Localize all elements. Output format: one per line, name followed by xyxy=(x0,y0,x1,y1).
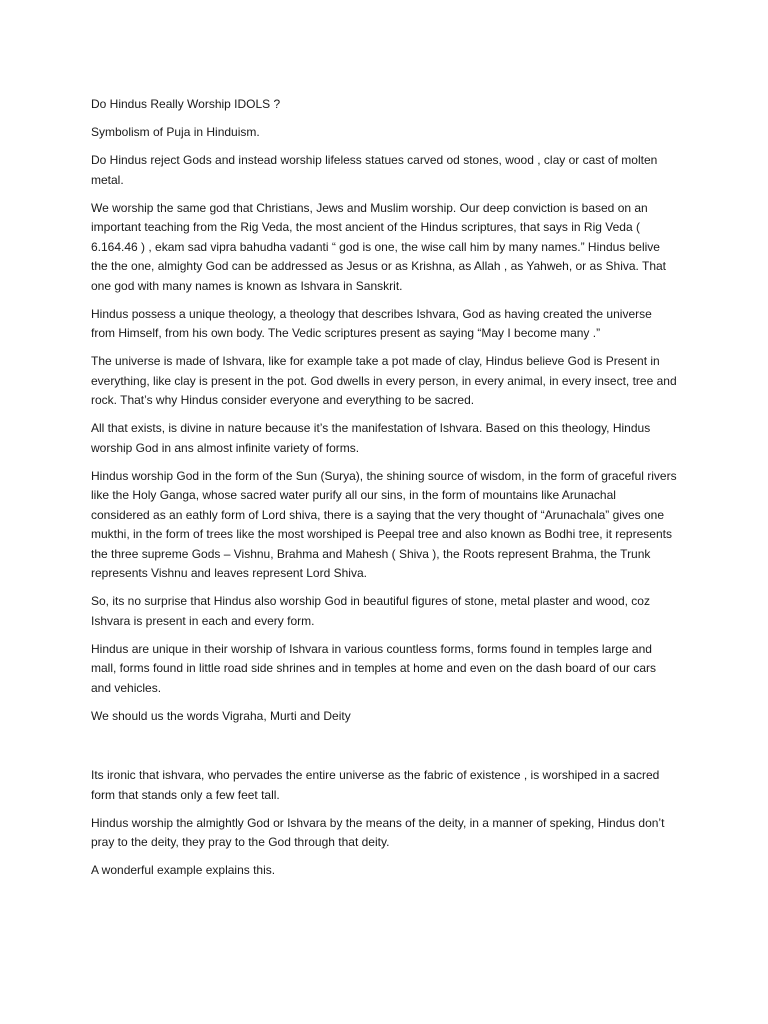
paragraph: We should us the words Vigraha, Murti and Deity xyxy=(91,708,351,723)
paragraph: Do Hindus reject Gods and instead worship lifeless statues carved od stones, wood , clay or cast of molten metal. xyxy=(91,153,658,187)
paragraph: The universe is made of Ishvara, like for example take a pot made of clay, Hindus believe God is Present in everything, like clay is present in the pot. God dwells in every person, in every animal, in every insect, tree and rock. That’s why Hindus consider everyone and everything to be sacred. xyxy=(91,354,677,407)
paragraph: We worship the same god that Christians, Jews and Muslim worship. Our deep conviction is based on an important teaching from the Rig Veda, the most ancient of the Hindus scriptures, that says in Rig Veda ( 6.164.46 ) , ekam sad vipra bahudha vadanti “ god is one, the wise call him by many names.” Hindus belive the the one, almighty God can be addressed as Jesus or as Krishna, as Allah , as Yahweh, or as Shiva. That one god with many names is known as Ishvara in Sanskrit. xyxy=(91,200,667,293)
paragraph: A wonderful example explains this. xyxy=(91,863,276,877)
paragraph: Hindus worship the almightly God or Ishvara by the means of the deity, in a manner of speking, Hindus don’t pray to the deity, they pray to the God through that deity. xyxy=(91,815,665,849)
paragraph: So, its no surprise that Hindus also worship God in beautiful figures of stone, metal plaster and wood, coz Ishvara is present in each and every form. xyxy=(91,594,650,628)
paragraph: Its ironic that ishvara, who pervades the entire universe as the fabric of existence , is worshiped in a sacred form that stands only a few feet tall. xyxy=(91,768,660,802)
document-title: Do Hindus Really Worship IDOLS ? xyxy=(91,97,281,111)
paragraph: Hindus are unique in their worship of Ishvara in various countless forms, forms found in temples large and mall, forms found in little road side shrines and in temples at home and even on the dash board of our cars and vehicles. xyxy=(91,641,656,695)
document-body xyxy=(91,95,677,889)
paragraph: All that exists, is divine in nature because it’s the manifestation of Ishvara. Based on this theology, Hindus worship God in ans almost infinite variety of forms. xyxy=(91,421,651,455)
document-subtitle: Symbolism of Puja in Hinduism. xyxy=(91,125,260,139)
paragraph: Hindus worship God in the form of the Sun (Surya), the shining source of wisdom, in the form of graceful rivers like the Holy Ganga, whose sacred water purify all our sins, in the form of mountains like Arunachal considered as an eathly form of Lord shiva, there is a saying that the very thought of “Arunachala” gives one mukthi, in the form of trees like the most worshiped is Peepal tree and also known as Bodhi tree, it represents the three supreme Gods – Vishnu, Brahma and Mahesh ( Shiva ), the Roots represent Brahma, the Trunk represents Vishnu and leaves represent Lord Shiva. xyxy=(91,468,677,580)
paragraph: Hindus possess a unique theology, a theology that describes Ishvara, God as having created the universe from Himself, from his own body. The Vedic scriptures present as saying “May I become many .” xyxy=(91,306,652,340)
